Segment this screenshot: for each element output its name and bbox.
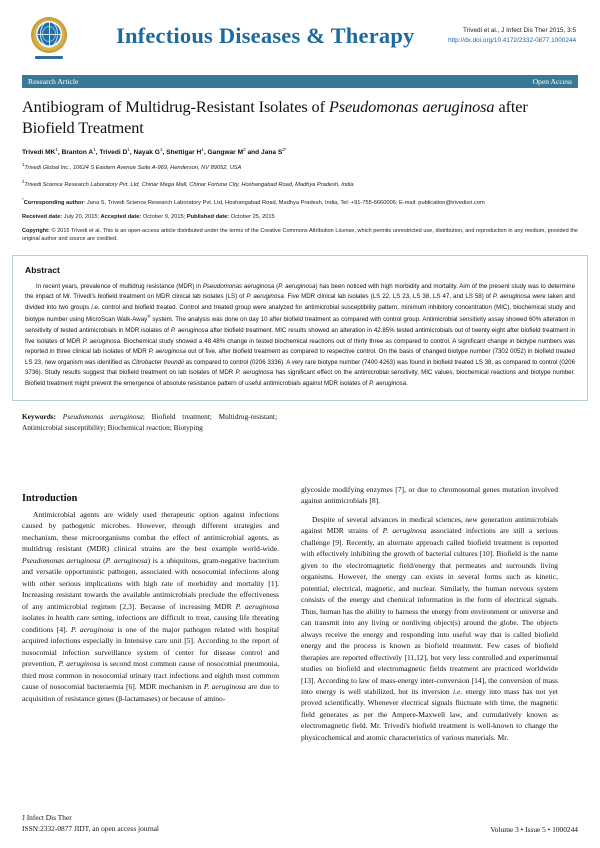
title-species: Pseudomonas aeruginosa bbox=[328, 97, 495, 116]
citation-block bbox=[448, 26, 578, 46]
intro-p1-seg-f: is second most common cause of nosocomial pneumonia, third most common in nosocomial urinary tract infections and eighth most common cause of nosocomial bacteraemia [6]. MDR mechanism in bbox=[22, 659, 280, 692]
footer-volume: Volume 3 • Issue 5 • 1000244 bbox=[490, 825, 578, 834]
introduction-heading: Introduction bbox=[22, 493, 78, 504]
column-left bbox=[22, 484, 279, 743]
abstract-seg-4: . Five MDR clinical lab isolates (LS 22, LS 23, LS 38, LS 47, and LS 58) of bbox=[283, 293, 493, 301]
intro-p1-it-5: P. aeruginosa bbox=[58, 659, 101, 669]
journal-globe-logo bbox=[26, 13, 72, 59]
affiliation-text-1: Trivedi Global Inc., 10624 S Eastern Avenue Suite A-969, Henderson, NV 89052, USA bbox=[24, 164, 242, 171]
masthead bbox=[0, 0, 600, 72]
intro-p1-seg-g: are due to acquisition of resistance genes (β-lactamases) or because of amino- bbox=[22, 682, 280, 703]
page-title bbox=[22, 97, 578, 139]
abstract-seg-5: were taken and divided into two groups bbox=[25, 293, 575, 311]
intro-p2-it-2: i.e. bbox=[452, 686, 463, 696]
corresponding-author bbox=[22, 197, 578, 207]
abstract-seg-12: has significant effect on the antimicrobial sensitivity, MIC values, biochemical reactions and biotype number. Biofield treatment might prevent the emergence of absolute resistance pattern of useful antimicrobials against MDR isolates of bbox=[25, 369, 575, 387]
intro-p1-it-3: P. aeruginosa bbox=[235, 601, 279, 611]
corresponding-marker: * bbox=[22, 196, 24, 202]
received-value: July 20, 2015; bbox=[62, 214, 100, 221]
received-label: Received date: bbox=[22, 214, 63, 221]
footer-issn: ISSN:2332-0877 JIDT, an open access journal bbox=[22, 823, 159, 833]
abstract-seg-7: system. The analysis was done on day 10 after biofield treatment as compared with control group. Antimicrobial sensitivity assay showed 60% alteration in sensitivity of tested antimicrobials in MDR isolates of bbox=[25, 316, 575, 334]
abstract-species-5: P. aeruginosa bbox=[170, 326, 209, 334]
introduction-paragraph-2 bbox=[301, 514, 558, 743]
corresponding-label: Corresponding author bbox=[23, 199, 84, 206]
globe-meridian-inner-icon bbox=[42, 26, 56, 42]
abstract-seg-6: control and biofield treated. Control and treated group were analyzed for antimicrobial susceptibility pattern, minimum inhibitory concentration (MIC), biochemical study and biotype number using MicroScan Walk-Away bbox=[25, 303, 575, 324]
keywords bbox=[22, 412, 277, 433]
affiliation-text-2: Trivedi Science Research Laboratory Pvt. Ltd, Chinar Mega Mall, Chinar Fortune City, Hoshangabad Road, Madhya Pradesh, India bbox=[24, 181, 354, 188]
abstract-ie: i.e. bbox=[91, 303, 100, 311]
keywords-species: Pseudomonas aeruginosa bbox=[56, 412, 143, 422]
title-part-2: after Biofield Treatment bbox=[22, 97, 528, 137]
published-label: Published date: bbox=[185, 214, 230, 221]
intro-p1-it-1: Pseudomonas aeruginosa bbox=[22, 555, 101, 565]
doi-link[interactable]: http://dx.doi.org/10.4172/2332-0877.1000244 bbox=[448, 37, 576, 44]
title-part-1: Antibiogram of Multidrug-Resistant Isolates of bbox=[22, 97, 329, 116]
abstract-species-6: P. aeruginosa bbox=[82, 337, 121, 345]
intro-p1-it-4: P. aeruginosa bbox=[70, 624, 114, 634]
intro-p1-it-6: P. aeruginosa bbox=[203, 682, 246, 692]
accepted-value: October 9, 2015; bbox=[141, 214, 186, 221]
introduction-paragraph-1-continued bbox=[301, 484, 558, 507]
published-value: October 25, 2015 bbox=[229, 214, 275, 221]
publication-dates bbox=[22, 214, 578, 220]
intro-p2-seg-a: Despite of several advances in medical sciences, new generation antimicrobials against MDR strains of bbox=[301, 514, 558, 536]
footer-left bbox=[22, 812, 159, 834]
article-type-bar bbox=[22, 75, 578, 88]
article-type-label: Research Article bbox=[28, 77, 79, 86]
abstract-species-2: P. aeruginosa bbox=[278, 282, 316, 290]
abstract-species-3: P. aeruginosa bbox=[246, 293, 284, 301]
affiliation-marker-2: 2 bbox=[22, 178, 25, 184]
open-access-label: Open Access bbox=[532, 77, 572, 86]
logo-base bbox=[35, 56, 63, 59]
copyright-label: Copyright: bbox=[22, 228, 50, 235]
intro-p1-seg-c: ) is a ubiquitous, gram-negative bacterium and versatile opportunistic pathogen, associated with nosocomial infections along with other serious implications with high rate of morbidity and mortality [1]. Increasing resistant towards the available antimicrobials preclude the effectiveness of any antimicrobial regimen [2,3]. Because of increasing MDR bbox=[22, 555, 280, 611]
abstract-species-7: P. aeruginosa bbox=[148, 348, 186, 356]
intro-p1-seg-a: Antimicrobial agents are widely used therapeutic option against infections caused by pathogenic microbes. However, through different strategies and mechanism, these microorganisms combat the effect of antimicrobial agents, as multidrug resistant (MDR) clinical strains are the best example world-wide. bbox=[22, 510, 279, 554]
abstract-seg-1: In recent years, prevalence of multidrug resistance (MDR) in bbox=[36, 282, 203, 290]
article-header bbox=[0, 97, 600, 244]
abstract-species-10: P. aeruginosa bbox=[369, 379, 407, 387]
abstract-species-8: Citrobacter freundii bbox=[131, 358, 184, 366]
abstract-text bbox=[25, 282, 575, 390]
footer-journal-short: J Infect Dis Ther bbox=[22, 812, 72, 822]
registered-mark: ® bbox=[147, 314, 151, 320]
intro-p2-it-1: P. aeruginosa bbox=[382, 526, 427, 536]
accepted-label: Accepted date: bbox=[99, 214, 142, 221]
abstract-heading: Abstract bbox=[25, 264, 60, 275]
affiliation-1 bbox=[22, 162, 578, 173]
intro-p2-seg-b: associated infections are still a serious challenge [9]. Recently, an alternate approach called biofield treatment is reported with effectively inhibiting the growth of bacterial cultures [10]. Biofield is the name given to the electromagnetic field/energy that permeates and surrounds living organisms. However, the energy can exists in several forms such as kinetic, potential, electrical, magnetic, and nuclear. Similarly, the human nervous system consists of the energy and chemical information in the form of electrical signals. Thus, human has the ability to harness the energy from environment or universe and can transmit into any living or nonliving object(s) around the globe. The objects always receive the energy and responding into useful way that is called biofield energy and the process is known as biofield treatment. Few cases of biofield therapies are reported effectively [11,12], but very less controlled and experimental studies on biofield and electromagnetic fields treatment are practiced worldwide [13]. According to law of mass-energy inter-conversion [14], the conversion of mass into energy is well stabilized, but its inversion bbox=[301, 526, 558, 696]
abstract-seg-2: ( bbox=[274, 282, 279, 290]
copyright-notice bbox=[22, 227, 578, 244]
abstract-seg-11: as compared to control (0206 3336). A very rare biotype number (7400 4263) was found in biofield treated LS 38, as compared to control (0206 3736). Study results suggest that biofield treatment on lab isolates of MDR bbox=[25, 358, 575, 377]
abstract-seg-3: ) has been noticed with high morbidity and mortality. Aim of the present study was to determine the impact of Mr. Trivedi's biofield treatment on MDR clinical lab isolates (LS) of bbox=[25, 282, 575, 301]
body-columns bbox=[22, 484, 578, 743]
intro-p1-it-2: P. aeruginosa bbox=[105, 555, 148, 565]
abstract-species-4: P. aeruginosa bbox=[492, 293, 531, 301]
citation-text: Trivedi et al., J Infect Dis Ther 2015, 3:5 bbox=[463, 27, 576, 35]
abstract-seg-10: out of five, after biofield treatment as compared to respective control. On the basis of changed biotype number (7302 0052) in biofield treated LS 23, new organism was identified as bbox=[25, 348, 575, 366]
abstract-box bbox=[12, 255, 588, 402]
keywords-label: Keywords: bbox=[22, 412, 57, 422]
journal-title: Infectious Diseases & Therapy bbox=[116, 23, 415, 48]
intro-p1-seg-e: is one of the major pathogen related with hospital acquired infections especially in Intensive care unit [5]. According to the report of nosocomial infection surveillance system of center for disease control and prevention, bbox=[22, 624, 279, 669]
abstract-species-9: P. aeruginosa bbox=[235, 369, 274, 377]
affiliation-2 bbox=[22, 179, 578, 190]
copyright-text: © 2015 Trivedi et al. This is an open-access article distributed under the terms of the Creative Commons Attribution License, which permits unrestricted use, distribution, and reproduction in any medium, provided the original author and source are credited. bbox=[22, 228, 578, 243]
corresponding-text: : Jana S, Trivedi Science Research Laboratory Pvt. Ltd, Hoshangabad Road, Madhya Pradesh, India, Tel: +91-755-6660006; E-mail: publication@trivedisri.com bbox=[83, 199, 485, 206]
abstract-seg-13: . bbox=[406, 379, 408, 387]
abstract-seg-9: . Biochemical study showed a 48.48% change in tested biochemical reactions out of thirty three as compared to control. A significant change in biotype numbers was reported in three clinical lab isolates of MDR bbox=[25, 337, 575, 356]
intro-p2-seg-c: energy into mass has not yet proved scientifically. Whenever electrical signals fluctuate with time, the magnetic field generates as per the Ampere-Maxwell law, and cumulatively known as electromagnetic field. Mr. Trivedi's biofield treatment is well-known to change the physicochemical and atomic characteristics of various materials. Mr. bbox=[301, 686, 558, 742]
intro-p1-continuation: glycoside modifying enzymes [7], or due to chromosomal genes mutation involved against antimicrobials [8]. bbox=[301, 485, 558, 506]
abstract-seg-8: after biofield treatment. MIC results showed an alteration in 42.85% tested antimicrobials out of twenty eight after biofield treatment in five isolates of MDR bbox=[25, 326, 576, 345]
column-right bbox=[301, 484, 558, 743]
page-footer bbox=[22, 812, 578, 834]
intro-p1-seg-d: isolates in health care setting, infections are difficult to treat, causing life threating conditions [4]. bbox=[22, 613, 279, 634]
intro-p1-seg-b: ( bbox=[100, 555, 106, 565]
introduction-paragraph-1 bbox=[22, 509, 279, 704]
affiliation-marker-1: 1 bbox=[22, 161, 25, 167]
author-list: Trivedi $MK^1$, Branton $A^1$, Trivedi $D^1$, Nayak $G^1$, Shettigar $H^1$, Gangwar $M^2$ and Jana $S^{2*}$ bbox=[22, 146, 287, 156]
abstract-species-1: Pseudomonas aeruginosa bbox=[202, 282, 275, 290]
keywords-rest: ; Biofield treatment; Multidrug-resistant; Antimicrobial susceptibility; Biochemical reaction; Biotyping bbox=[22, 412, 277, 432]
